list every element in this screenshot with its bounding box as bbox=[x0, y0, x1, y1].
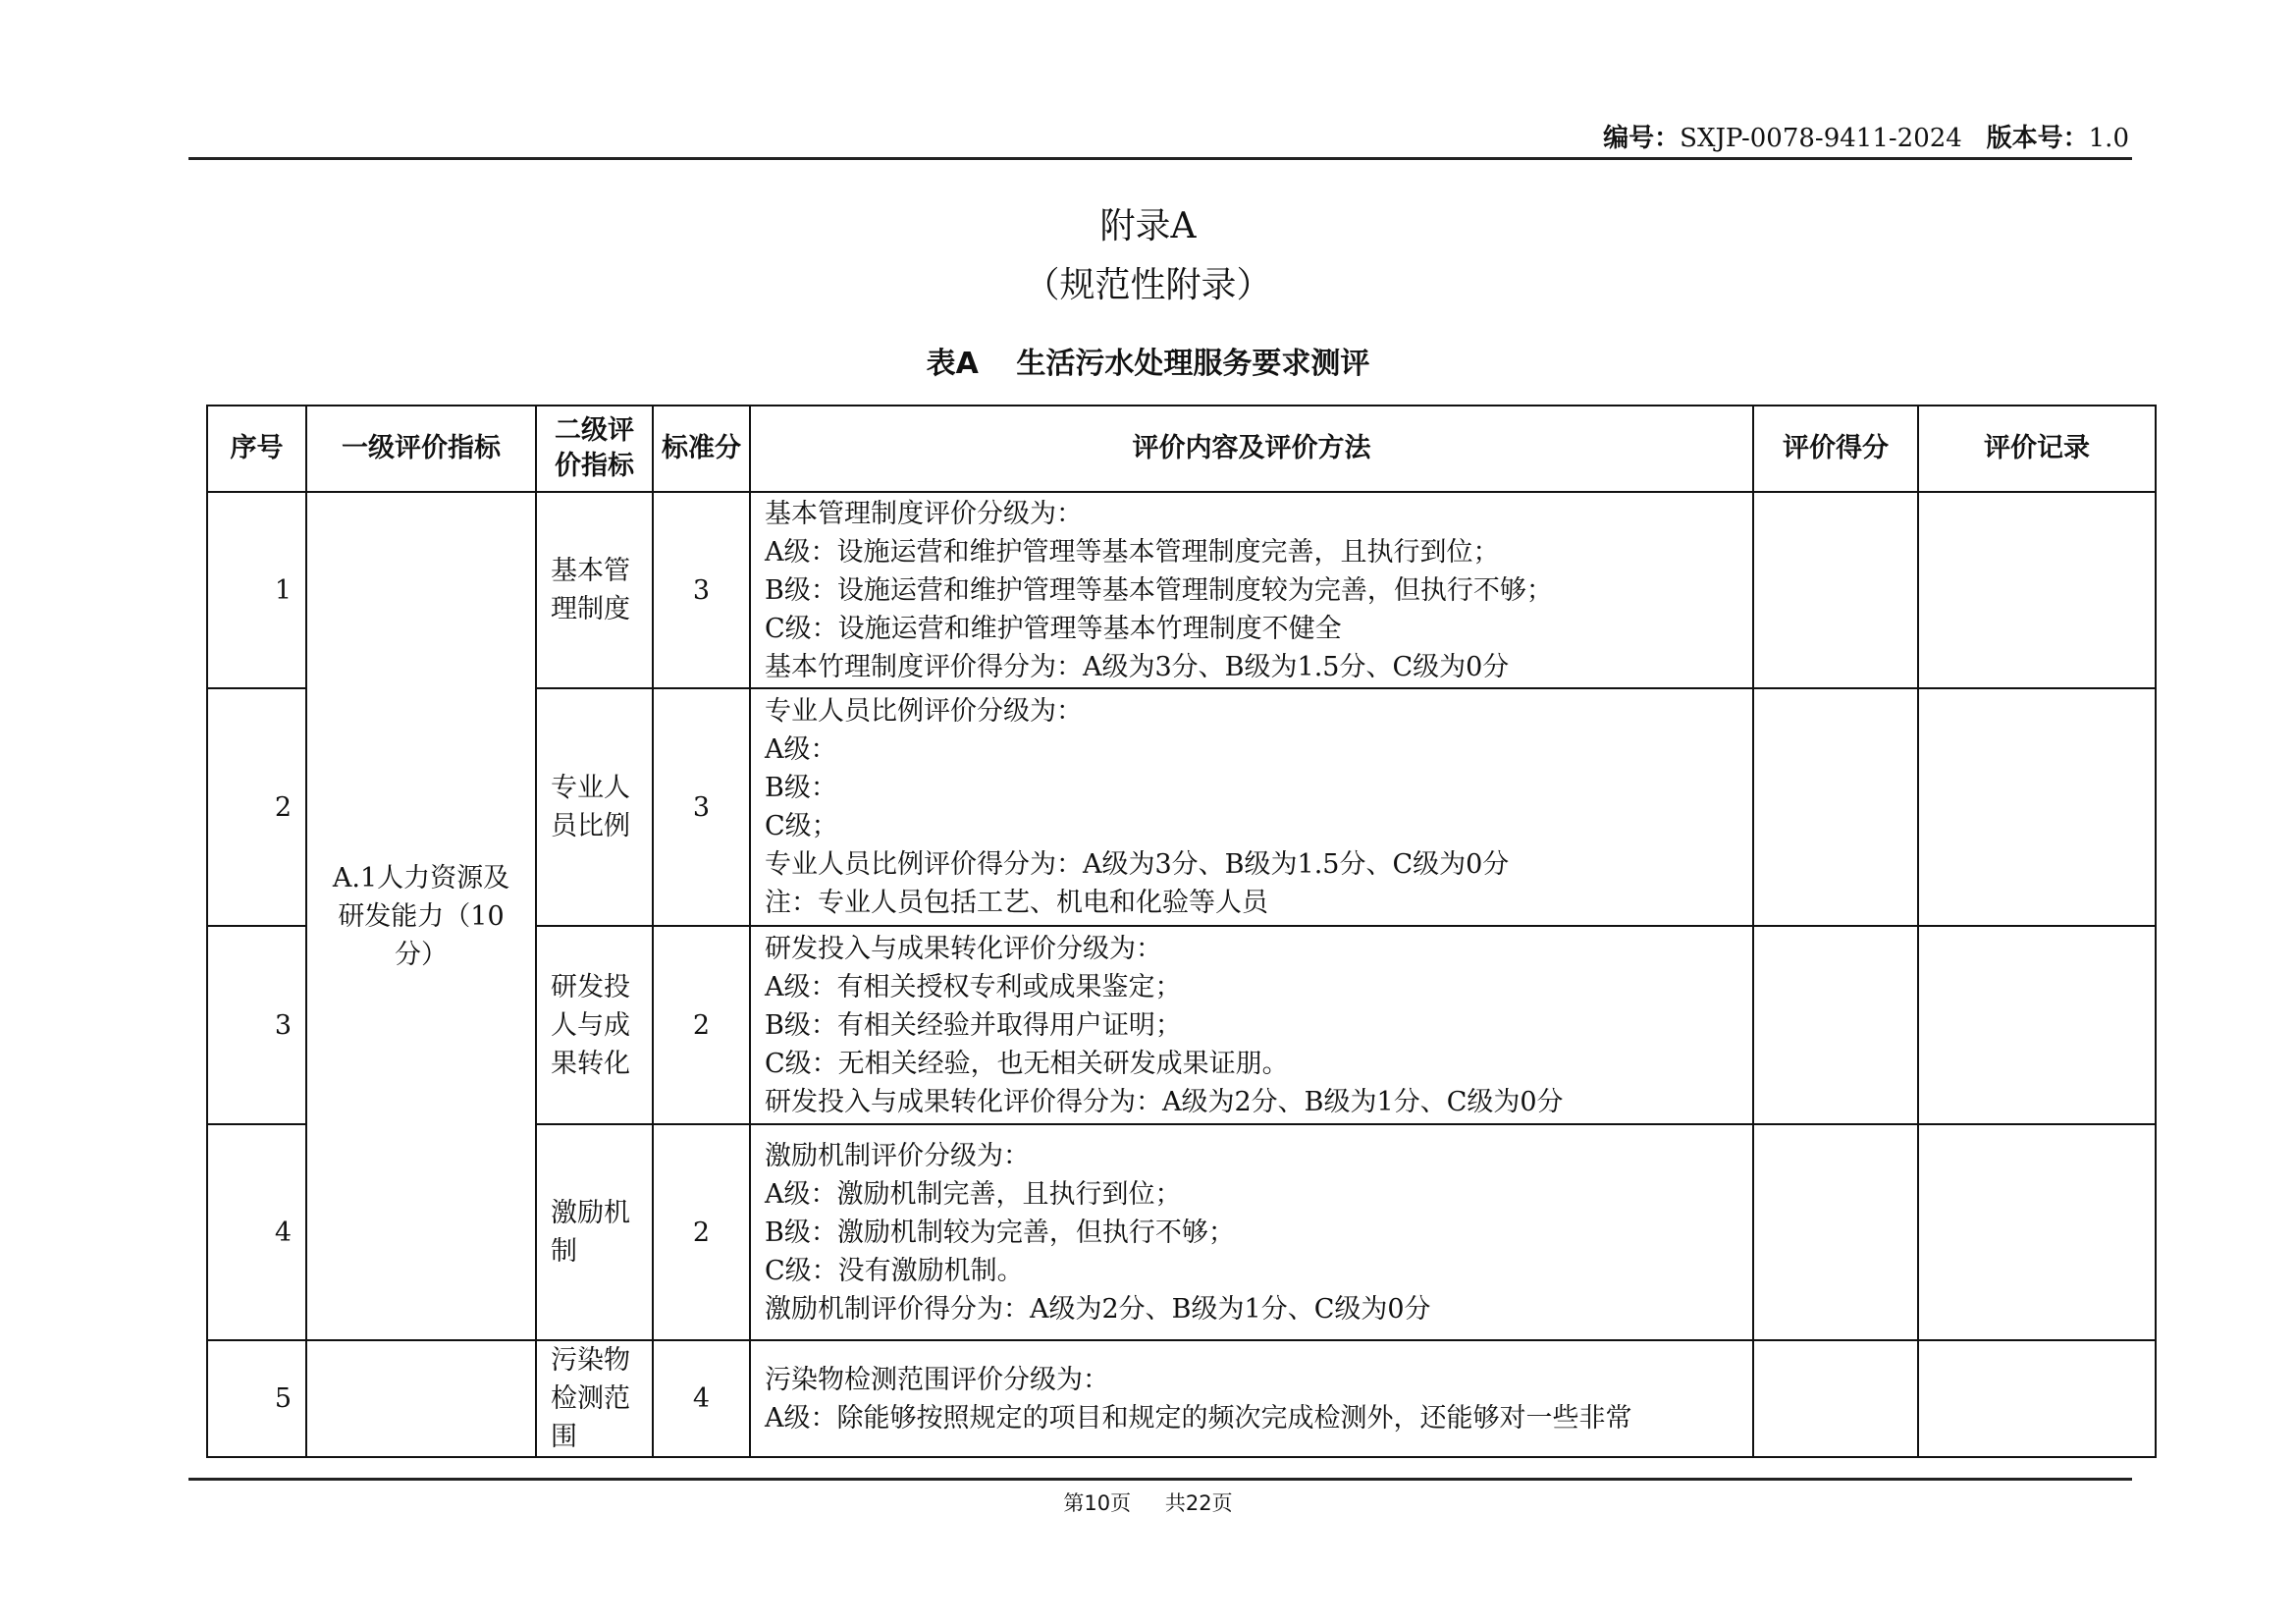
method-line: 基本竹理制度评价得分为：A级为3分、B级为1.5分、C级为0分 bbox=[765, 651, 1510, 682]
method-line: A级：激励机制完善，且执行到位； bbox=[765, 1178, 1182, 1210]
table-row bbox=[207, 492, 2156, 688]
row-score bbox=[1753, 1340, 1918, 1457]
row-score bbox=[1753, 1124, 1918, 1340]
row-method bbox=[750, 1124, 1753, 1340]
doc-number-label: 编号： bbox=[1603, 124, 1681, 153]
method-line: C级：无相关经验，也无相关研发成果证朋。 bbox=[765, 1048, 1289, 1079]
header-level2: 二级评价指标 bbox=[536, 406, 653, 492]
page-total: 共22页 bbox=[1164, 1491, 1233, 1515]
row-level1-empty bbox=[306, 1340, 536, 1457]
row-record bbox=[1918, 492, 2156, 688]
table-caption bbox=[0, 339, 2296, 382]
row-record bbox=[1918, 1124, 2156, 1340]
method-line: 注：专业人员包括工艺、机电和化验等人员 bbox=[765, 888, 1268, 918]
table-header-row bbox=[207, 406, 2156, 492]
doc-number-value: SXJP-0078-9411-2024 bbox=[1680, 124, 1962, 153]
row-method bbox=[750, 926, 1753, 1124]
method-line: C级； bbox=[765, 811, 838, 841]
method-line: 基本管理制度评价分级为： bbox=[765, 498, 1083, 529]
row-method bbox=[750, 492, 1753, 688]
row-score bbox=[1753, 926, 1918, 1124]
header-method: 评价内容及评价方法 bbox=[750, 406, 1753, 492]
header-standard: 标准分 bbox=[653, 406, 750, 492]
row-seq: 1 bbox=[207, 492, 306, 688]
method-line: C级：没有激励机制。 bbox=[765, 1255, 1024, 1286]
row-level2: 研发投人与成果转化 bbox=[536, 926, 653, 1124]
row-record bbox=[1918, 688, 2156, 926]
evaluation-table bbox=[206, 405, 2157, 1458]
method-line: 激励机制评价得分为：A级为2分、B级为1分、C级为0分 bbox=[765, 1293, 1431, 1325]
document-header bbox=[1603, 118, 2129, 154]
row-level2: 基本管理制度 bbox=[536, 492, 653, 688]
row-level2: 污染物检测范围 bbox=[536, 1340, 653, 1457]
method-line: B级： bbox=[765, 773, 837, 803]
table-caption-text: 生活污水处理服务要求测评 bbox=[1016, 347, 1370, 381]
method-line: A级：设施运营和维护管理等基本管理制度完善，且执行到位； bbox=[765, 536, 1500, 568]
page-number: 第10页 bbox=[1063, 1491, 1132, 1515]
method-line: 专业人员比例评价分级为： bbox=[765, 696, 1083, 727]
appendix-title: 附录A bbox=[1099, 206, 1197, 246]
method-line: A级： bbox=[765, 734, 837, 765]
method-line: B级：有相关经验并取得用户证明； bbox=[765, 1009, 1182, 1041]
row-seq: 3 bbox=[207, 926, 306, 1124]
header-rule bbox=[188, 157, 2132, 160]
row-level2: 专业人员比例 bbox=[536, 688, 653, 926]
page-footer bbox=[0, 1488, 2296, 1517]
header-record: 评价记录 bbox=[1918, 406, 2156, 492]
method-line: 研发投入与成果转化评价分级为： bbox=[765, 933, 1162, 964]
method-line: B级：设施运营和维护管理等基本管理制度较为完善，但执行不够； bbox=[765, 574, 1553, 606]
row-record bbox=[1918, 1340, 2156, 1457]
row-record bbox=[1918, 926, 2156, 1124]
header-level1: 一级评价指标 bbox=[306, 406, 536, 492]
method-line: 专业人员比例评价得分为：A级为3分、B级为1.5分、C级为0分 bbox=[765, 849, 1510, 880]
table-caption-label: 表A bbox=[926, 347, 979, 381]
method-line: B级：激励机制较为完善，但执行不够； bbox=[765, 1217, 1235, 1248]
footer-rule bbox=[188, 1478, 2132, 1481]
version-value: 1.0 bbox=[2088, 124, 2129, 153]
header-seq: 序号 bbox=[207, 406, 306, 492]
row-standard: 3 bbox=[653, 688, 750, 926]
header-score: 评价得分 bbox=[1753, 406, 1918, 492]
row-standard: 2 bbox=[653, 926, 750, 1124]
row-seq: 5 bbox=[207, 1340, 306, 1457]
version-label: 版本号： bbox=[1986, 124, 2089, 153]
row-method bbox=[750, 1340, 1753, 1457]
method-line: 污染物检测范围评价分级为： bbox=[765, 1364, 1109, 1395]
row-standard: 2 bbox=[653, 1124, 750, 1340]
row-score bbox=[1753, 688, 1918, 926]
row-method bbox=[750, 688, 1753, 926]
method-line: 研发投入与成果转化评价得分为：A级为2分、B级为1分、C级为0分 bbox=[765, 1086, 1564, 1117]
method-line: C级：设施运营和维护管理等基本竹理制度不健全 bbox=[765, 613, 1342, 644]
row-level2: 激励机制 bbox=[536, 1124, 653, 1340]
row-seq: 4 bbox=[207, 1124, 306, 1340]
method-line: A级：有相关授权专利或成果鉴定； bbox=[765, 971, 1182, 1002]
row-standard: 3 bbox=[653, 492, 750, 688]
level1-group-a1: A.1人力资源及研发能力（10分） bbox=[306, 492, 536, 1340]
table-row bbox=[207, 1340, 2156, 1457]
row-seq: 2 bbox=[207, 688, 306, 926]
row-standard: 4 bbox=[653, 1340, 750, 1457]
row-score bbox=[1753, 492, 1918, 688]
method-line: A级：除能够按照规定的项目和规定的频次完成检测外，还能够对一些非常 bbox=[765, 1402, 1632, 1434]
method-line: 激励机制评价分级为： bbox=[765, 1140, 1030, 1171]
appendix-subtitle: （规范性附录） bbox=[1024, 265, 1272, 305]
